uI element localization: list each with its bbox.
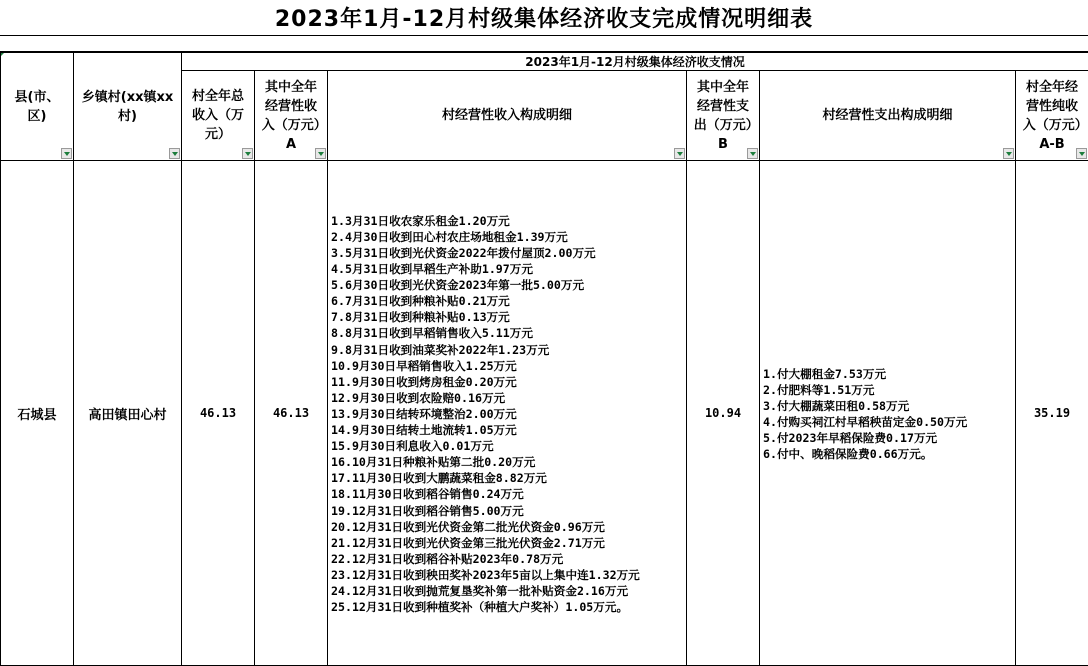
filter-dropdown-icon[interactable] xyxy=(242,148,253,159)
expense-item-list xyxy=(760,364,1015,463)
income-item: 19.12月31日收到稻谷销售5.00万元 xyxy=(331,503,524,518)
expense-item: 4.付购买祠江村早稻秧苗定金0.50万元 xyxy=(763,415,968,429)
header-expense-detail[interactable]: 村经营性支出构成明细 xyxy=(760,71,1016,161)
expense-item: 5.付2023年早稻保险费0.17万元 xyxy=(763,431,938,446)
income-item: 4.5月31日收到早稻生产补助1.97万元 xyxy=(331,262,533,277)
income-item: 23.12月31日收到秧田奖补2023年5亩以上集中连1.32万元 xyxy=(331,567,640,582)
expense-item: 2.付肥料等1.51万元 xyxy=(763,382,875,397)
income-item: 15.9月30日利息收入0.01万元 xyxy=(331,439,494,454)
income-item: 21.12月31日收到光伏资金第三批光伏资金2.71万元 xyxy=(331,535,605,550)
header-county[interactable]: 县(市、区) xyxy=(1,53,74,161)
income-item: 24.12月31日收到抛荒复垦奖补第一批补贴资金2.16万元 xyxy=(331,583,629,598)
income-item: 14.9月30日结转土地流转1.05万元 xyxy=(331,423,517,438)
sheet-title: 2023年1月-12月村级集体经济收支完成情况明细表 xyxy=(0,0,1088,36)
income-item: 13.9月30日结转环境整治2.00万元 xyxy=(331,406,517,421)
filter-dropdown-icon[interactable] xyxy=(169,148,180,159)
table-row xyxy=(1,161,1088,666)
expense-item: 3.付大棚蔬菜田租0.58万元 xyxy=(763,398,910,413)
income-item: 20.12月31日收到光伏资金第二批光伏资金0.96万元 xyxy=(331,519,605,534)
cell-expense-detail[interactable] xyxy=(760,161,1016,666)
income-item: 6.7月31日收到种粮补贴0.21万元 xyxy=(331,294,510,309)
income-item: 17.11月30日收到大鹏蔬菜租金8.82万元 xyxy=(331,471,547,486)
income-item: 22.12月31日收到稻谷补贴2023年0.78万元 xyxy=(331,551,564,566)
header-total-income[interactable]: 村全年总收入（万元） xyxy=(182,71,255,161)
header-net-income[interactable]: 村全年经营性纯收入（万元）A-B xyxy=(1016,71,1088,161)
income-item: 18.11月30日收到稻谷销售0.24万元 xyxy=(331,487,524,502)
income-item: 3.5月31日收到光伏资金2022年拨付屋顶2.00万元 xyxy=(331,246,596,261)
header-income-detail[interactable]: 村经营性收入构成明细 xyxy=(328,71,687,161)
income-item: 25.12月31日收到种植奖补（种植大户奖补）1.05万元。 xyxy=(331,600,629,615)
header-op-expense[interactable]: 其中全年经营性支出（万元）B xyxy=(687,71,760,161)
filter-dropdown-icon[interactable] xyxy=(1003,148,1014,159)
cell-income-detail[interactable] xyxy=(328,161,687,666)
income-item: 8.8月31日收到早稻销售收入5.11万元 xyxy=(331,326,533,341)
blank-row xyxy=(0,36,1088,52)
income-item: 10.9月30日早稻销售收入1.25万元 xyxy=(331,358,517,373)
filter-dropdown-icon[interactable] xyxy=(674,148,685,159)
filter-dropdown-icon[interactable] xyxy=(1076,148,1087,159)
cell-net-income[interactable]: 35.19 xyxy=(1016,161,1088,666)
income-item: 9.8月31日收到油菜奖补2022年1.23万元 xyxy=(331,342,550,357)
income-item: 7.8月31日收到种粮补贴0.13万元 xyxy=(331,310,510,325)
filter-dropdown-icon[interactable] xyxy=(747,148,758,159)
header-village[interactable]: 乡镇村(xx镇xx村) xyxy=(74,53,182,161)
data-table xyxy=(0,52,1088,666)
cell-village[interactable]: 高田镇田心村 xyxy=(74,161,182,666)
filter-dropdown-icon[interactable] xyxy=(61,148,72,159)
cell-total-income[interactable]: 46.13 xyxy=(182,161,255,666)
income-item: 12.9月30日收到农险赔0.16万元 xyxy=(331,390,506,405)
income-item: 1.3月31日收农家乐租金1.20万元 xyxy=(331,213,510,228)
cell-op-expense[interactable]: 10.94 xyxy=(687,161,760,666)
expense-item: 1.付大棚租金7.53万元 xyxy=(763,366,887,381)
header-op-income[interactable]: 其中全年经营性收入（万元）A xyxy=(255,71,328,161)
income-item: 5.6月30日收到光伏资金2023年第一批5.00万元 xyxy=(331,278,585,293)
group-header: 2023年1月-12月村级集体经济收支情况 xyxy=(182,53,1088,71)
filter-dropdown-icon[interactable] xyxy=(315,148,326,159)
income-item: 2.4月30日收到田心村农庄场地租金1.39万元 xyxy=(331,229,568,244)
income-item: 11.9月30日收到烤房租金0.20万元 xyxy=(331,374,517,389)
expense-item: 6.付中、晚稻保险费0.66万元。 xyxy=(763,447,933,462)
cell-county[interactable]: 石城县 xyxy=(1,161,74,666)
income-item: 16.10月31日种粮补贴第二批0.20万元 xyxy=(331,455,536,470)
cell-op-income[interactable]: 46.13 xyxy=(255,161,328,666)
income-item-list xyxy=(328,211,686,615)
